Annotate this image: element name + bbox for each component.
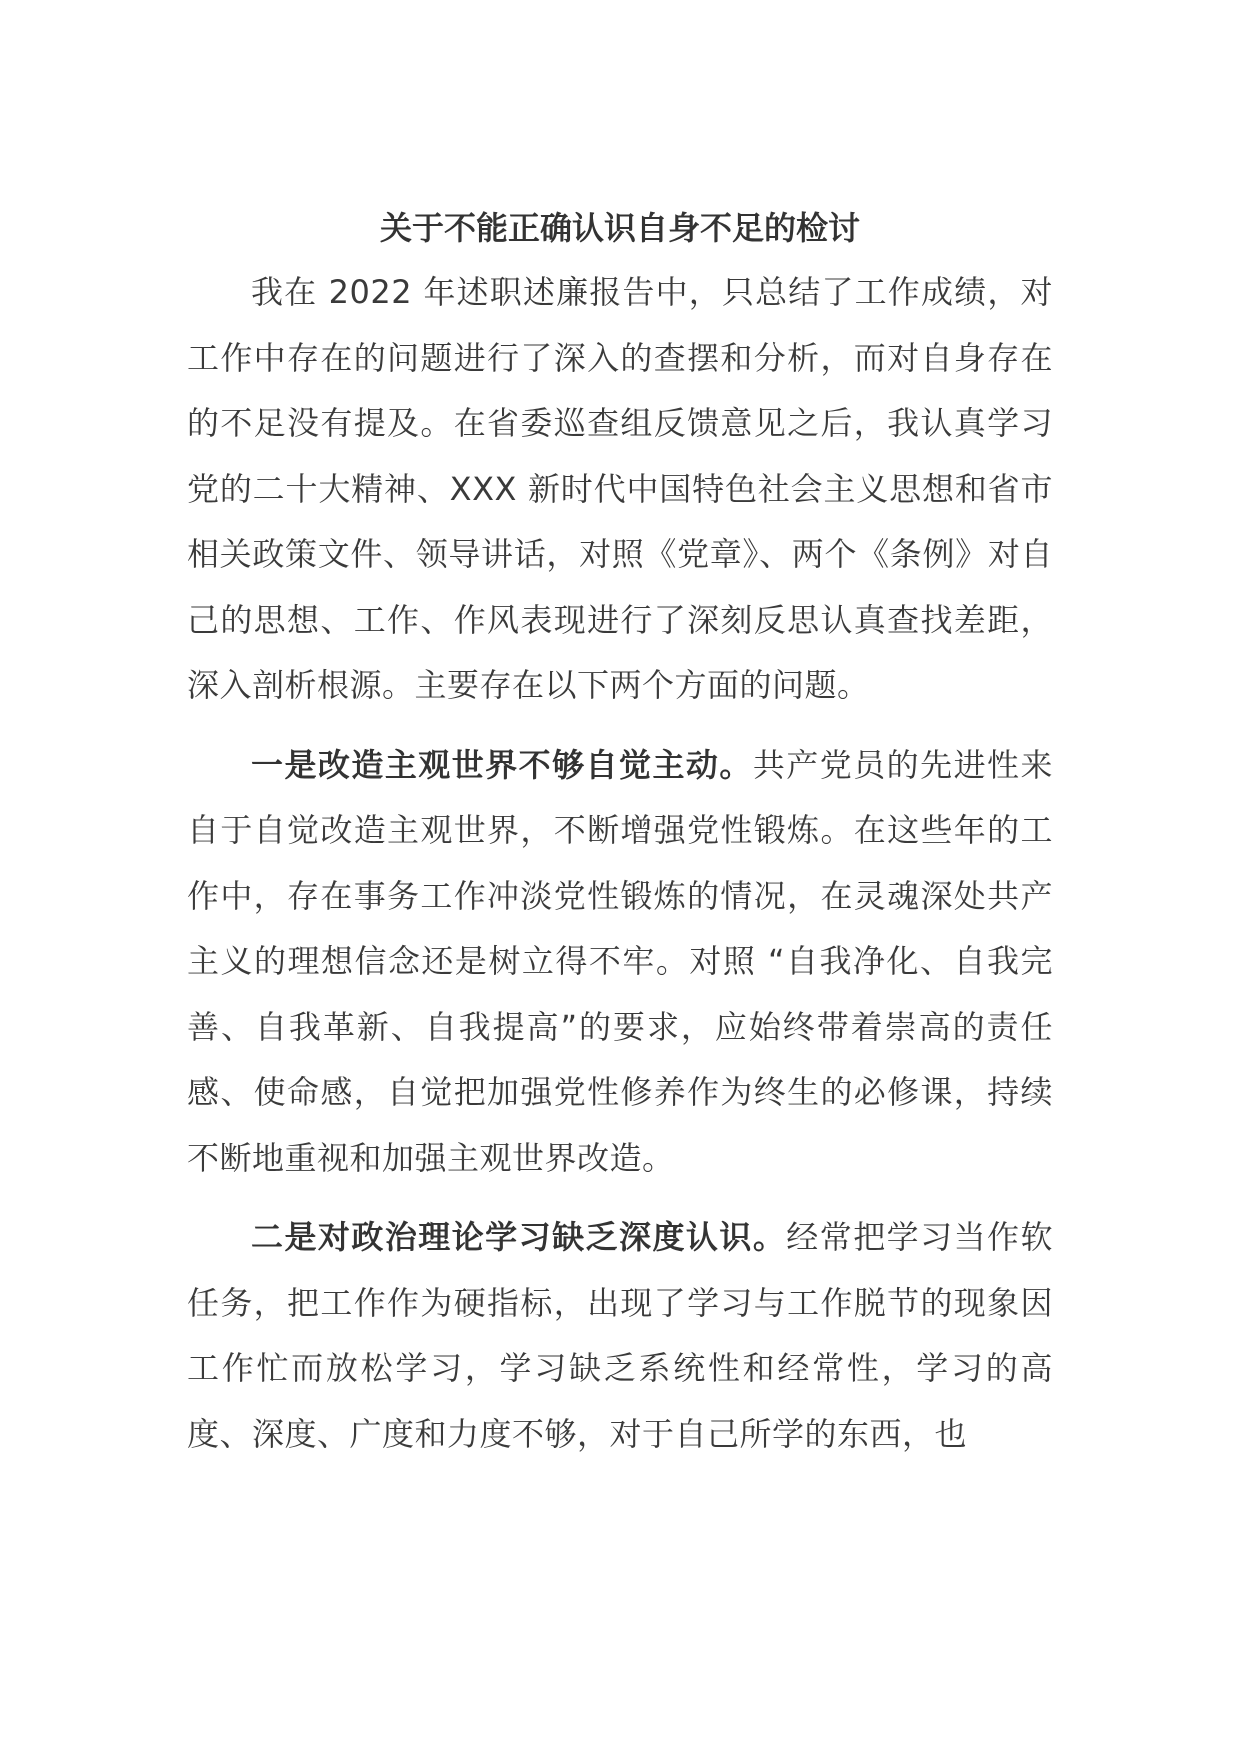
paragraph-point-one — [187, 733, 1053, 1192]
paragraph-text: 共产党员的先进性来自于自觉改造主观世界，不断增强党性锻炼。在这些年的工作中，存在事务工作冲淡党性锻炼的情况，在灵魂深处共产主义的理想信念还是树立得不牢。对照 “自我净化、自我完善、自我革新、自我提高”的要求，应始终带着崇高的责任感、使命感，自觉把加强党性修养作为终生的必修课，持续不断地重视和加强主观世界改造。 — [187, 745, 1053, 1177]
document-page — [187, 200, 1053, 1481]
paragraph-lead: 二是对政治理论学习缺乏深度认识。 — [251, 1218, 787, 1256]
paragraph-text: 我在 2022 年述职述廉报告中，只总结了工作成绩，对工作中存在的问题进行了深入的查摆和分析，而对自身存在的不足没有提及。在省委巡查组反馈意见之后，我认真学习党的二十大精神、XXX 新时代中国特色社会主义思想和省市相关政策文件、领导讲话，对照《党章》、两个《条例》对自己的思想、工作、作风表现进行了深刻反思认真查找差距，深入剖析根源。主要存在以下两个方面的问题。 — [187, 273, 1053, 704]
paragraph-intro — [187, 260, 1053, 719]
document-title: 关于不能正确认识自身不足的检讨 — [379, 209, 860, 247]
paragraph-text: 经常把学习当作软任务，把工作作为硬指标，出现了学习与工作脱节的现象因工作忙而放松学习，学习缺乏系统性和经常性，学习的高度、深度、广度和力度不够，对于自己所学的东西，也 — [187, 1218, 1053, 1453]
paragraph-lead: 一是改造主观世界不够自觉主动。 — [251, 745, 753, 784]
paragraph-point-two — [187, 1205, 1053, 1467]
